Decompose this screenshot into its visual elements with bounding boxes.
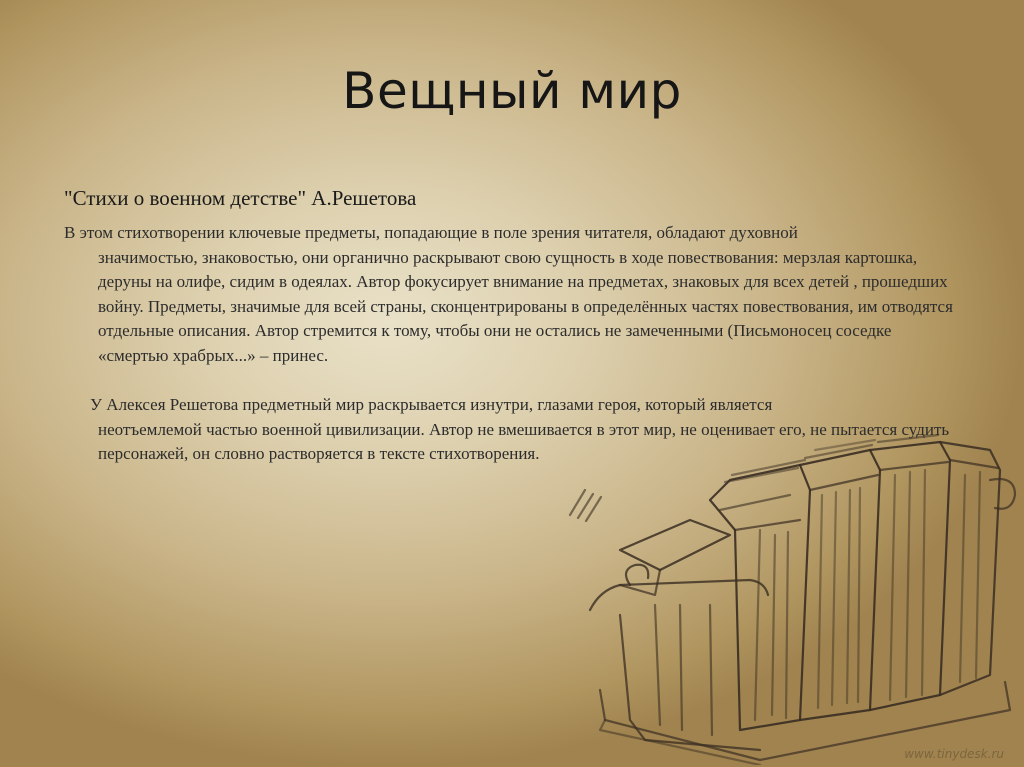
paragraph-2-body: неотъемлемой частью военной цивилизации. Автор не вмешивается в этот мир, не оценивает его, не пытается судить персонажей, он словно растворяется в тексте стихотворения. [98,419,950,464]
stack-of-books-sketch-icon [560,420,1020,765]
paragraph-1 [64,221,954,369]
slide-title: Вещный мир [342,62,682,120]
paragraph-1-first-line: В этом стихотворении ключевые предметы, попадающие в поле зрения читателя, обладают духовной [64,223,798,242]
paragraph-2-first-line: У Алексея Решетова предметный мир раскрывается изнутри, глазами героя, который является [90,395,773,414]
paragraph-1-body: значимостью, знаковостью, они органично раскрывают свою сущность в ходе повествования: мерзлая картошка, деруны на олифе, сидим в одеялах. Автор фокусирует внимание на предметах, знаковых для всех детей , прошедших войну. Предметы, значимые для всей страны, сконцентрированы в определённых частях повествования, им отводятся отдельные описания. Автор стремится к тому, чтобы они не остались не замеченными (Письмоносец соседке «смертью храбрых...» – принес. [98,247,953,365]
slide-subtitle: "Стихи о военном детстве" А.Решетова [64,186,417,210]
watermark: www.tinydesk.ru [904,747,1004,761]
